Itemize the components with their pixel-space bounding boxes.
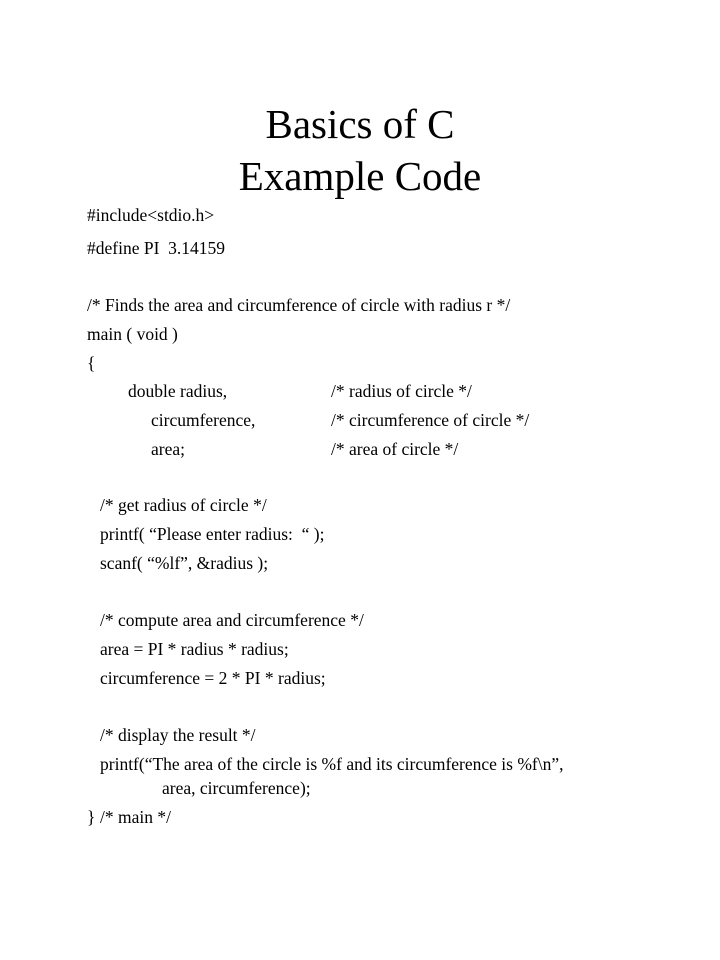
code-include: #include<stdio.h> <box>87 205 215 225</box>
slide-title-line-1: Basics of C <box>265 101 455 147</box>
code-open-brace: { <box>87 353 96 373</box>
code-area-calc: area = PI * radius * radius; <box>100 639 289 659</box>
code-decl-radius: double radius, <box>128 381 228 401</box>
code-decl-circumference: circumference, <box>151 410 256 430</box>
code-header-comment: /* Finds the area and circumference of circle with radius r */ <box>87 295 511 315</box>
code-decl-circumference-comment: /* circumference of circle */ <box>331 410 530 430</box>
code-decl-area: area; <box>151 439 185 459</box>
code-printf-prompt: printf( “Please enter radius: “ ); <box>100 524 325 544</box>
code-printf-result-args: area, circumference); <box>162 778 311 798</box>
code-define: #define PI 3.14159 <box>87 238 226 258</box>
code-scanf: scanf( “%lf”, &radius ); <box>100 553 269 573</box>
code-circumference-calc: circumference = 2 * PI * radius; <box>100 668 326 688</box>
code-close-brace: } <box>87 807 96 827</box>
code-comment-display: /* display the result */ <box>100 725 256 745</box>
code-comment-compute: /* compute area and circumference */ <box>100 610 364 630</box>
code-decl-area-comment: /* area of circle */ <box>331 439 459 459</box>
code-printf-result: printf(“The area of the circle is %f and its circumference is %f\n”, <box>100 754 564 774</box>
code-close-comment: /* main */ <box>100 807 171 827</box>
slide-title-line-2: Example Code <box>238 153 482 199</box>
code-comment-get-radius: /* get radius of circle */ <box>100 495 267 515</box>
code-main-decl: main ( void ) <box>87 324 178 344</box>
code-decl-radius-comment: /* radius of circle */ <box>331 381 472 401</box>
